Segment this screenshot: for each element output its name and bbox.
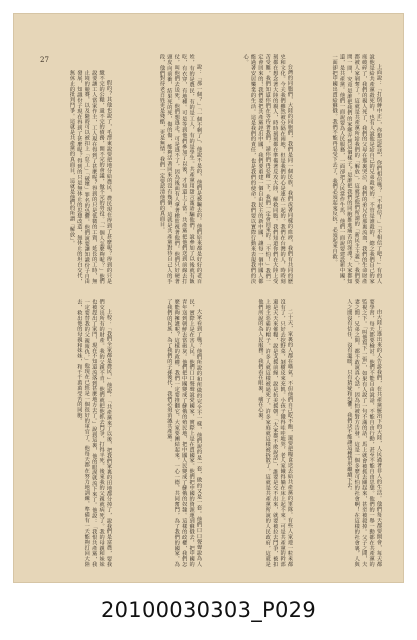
column-text: 台灣的同胞們，大陸的同胞們，我們是同一個民族，我們流著同樣的血液，我們有共同的歷史和文化。今天我們雖然被分隔在兩地，但是我們的心是連在一起的。我們在台灣的人，時時刻刻都在想念著大陸的親人，時時刻刻都在準備著反攻大陸，解救同胞。我們知道你們在大陸上受苦受難，我們知道你們在等待著我們。請你們再忍耐一下，我們一定會回來的。「不怕！」我們一定會回來的！我們要把共產黨趕出中國，我們要重建一個自由民主的新中國，讓每一個中國人都能過著安居樂業的生活。這是我們的責任，也是我們的使命。我們要以實際行動來表現我們的決心。 [242,54,293,284]
column-text: 說：「那一個？」「一個不剩了」，他說不是的，他們是被騙去的。他們原來都是好好的老百姓，有的是農民，有的是工人，有的是學生。共產黨用甜言蜜語騙他們，說參加了以後就有飯吃，有衣穿，有地種。可是等到他們參加了以後，才知道上了當。共產黨把他們送到前線去打仗，叫他們去送死。他們想逃走，可是逃不了，因為後面有人拿著槍監視著他們。他們只好硬著頭皮向前衝，結果死的死，傷的傷，能夠活著回來的沒有幾個。這就是共產黨對待自己人的手段，他們對待老百姓更是殘酷，更是無情。我們一定要認清他們的真面目。 [158,54,202,284]
text-column-1 [306,54,382,284]
page-number: 27 [40,56,49,64]
text-column-7 [122,299,202,567]
text-column-3 [122,54,202,284]
column-text: 二十天，家裏的人都在嘆氣。不但他們自己吃不飽，還要把糧食送去給共產黨的軍隊。有些人家連一粒米都沒有了，只好去挖野菜，剝樹皮來充飢。小孩子餓得哇哇地哭，老人家餓得躺在床上起不來。可是共產黨的幹部還是天天來催糧，說是支援前線，說是抗美援朝。「大家都不敢說話」，誰要是交不出來，就要被拉去鬥爭，被扣上地主惡霸的帽子。許多人就這樣被逼死了，許多家庭就這樣被拆散了。這就是共產黨所說的人民政府，這就是他們所說的為人民服務。我們看在眼裏，痛在心裏。 [257,299,293,567]
column-text: 上校：「我們全家都是農民，」他說：「共產黨來了以後，把我們家裏的田地都分掉了，說我們是富農，要我們交出所有的財產。我的父親不肯，他們就把他抓去鬥爭，打得半死。後來我的父親就病死了。我的母親和妹妹也被趕出了家門，現在不知道流落到甚麼地方去了。」說到這裏，他的眼淚就流下來了。他說：「我恨共產黨，我一定要替我的父親報仇。」他現在已經是一個很好的軍官了，他每天都在努力地訓練，準備有一天能夠打回大陸去，救出他的母親和妹妹，和千千萬萬受苦的同胞。 [76,299,112,567]
document-page [14,14,403,582]
column-text: 假的？其他也說了，毛澤東說要把地分給農民，農民現在得到了甚麼呢？得到的只是繳不完的公糧，還不完的債務，開不完的會議，做不完的勞役。「一個人怎麼夠呢？」他們說要讓工人當家作主，工人現在得到了甚麼呢？得到的只是低微的工資，延長的工時，無止境的競賽，以及隨時可以被扣上「怠工」「破壞」罪名的恐懼。他們說要讓知識份子自由發展，知識份子現在得到了甚麼呢？得到的只是無休止的思想改造，無休止的坦白交代，無休止的批判鬥爭。這就是共產黨的真面目，這就是他們的所謂「解放」。 [68,70,112,284]
text-column-2 [213,54,293,284]
document-caption: 20100030303_P029 [100,598,316,622]
text-column-8 [30,299,112,567]
column-text: 上面說：「打倒蔣中正」，你想這些話，你們相信嗎？「不相信！」「不相信了吧！」有的人說他是給共產黨殺死的，也有人說他是給自己的兄弟殺死的。不管是誰殺的，總之我們自己的家庭破碎了，我們的親人死了，我們的父母在那裏哭泣，我們的弟兄在那裏流血，我們的生命財產都被人家剝奪了。這就是共產黨所給我們的「解放」，這就是他們所謂的「新民主主義」。我們要問一問，究竟是誰把我們的家鄉弄到這個樣子？是誰把我們的同胞推進痛苦的深淵？大家都知道，是共產黨。他們一面說要為人民服務，一面卻把人民當作牛馬，他們一面說要建設新中國，一面卻把中國出賣給蘇俄。我們不能再忍受下去了，我們必須起來反抗，必須起來自救。 [331,54,382,284]
text-column-6 [213,299,293,567]
text-column-5 [306,299,382,567]
column-text: 大家看到了嗎？他們所說的和所做的完全不一樣，他們說的是一套，做的又是一套。他們口口聲聲說為人民，實際上是在害人民。他們口口聲聲說愛國家，實際上是在賣國家。他們把中國的資源運到蘇俄去，把中國的青年送到朝鮮去當砲灰。他們把中國變成了蘇俄的殖民地，把中國人民變成了蘇俄的奴隸。這樣的政權，我們怎麼能夠擁護呢？這樣的政權，我們一定要推翻它。大家要團結起來，一心一德，共同奮鬥，為了我們的國家，為了我們的民族，為了我們的子孫後代，我們必須消滅共產黨。 [166,299,202,567]
text-column-4 [30,70,112,284]
column-text: 由大陸上逃出來的人告訴我們，在共產黨統治下的大陸，人民過著非人的生活。他們每天都要開會，每天都要學習，每天都要檢討。他們不能自由說話，不能自由行動，甚至不能自由思想。他們的一舉一動都在共產黨的監視之下。「叫他寫下一張」，如果有人說了一句不滿的話，馬上就會被抓去關起來，甚至被殺掉。父子之間，夫妻之間，兄弟之間，都不敢說真心話，因為怕被對方告發。這是一個多麼可怕的社會啊！在這樣的社會裏，人與人之間沒有信任，沒有溫暖，只有猜疑和恐懼。我們決不能讓這種情形繼續下去。 [346,299,382,567]
